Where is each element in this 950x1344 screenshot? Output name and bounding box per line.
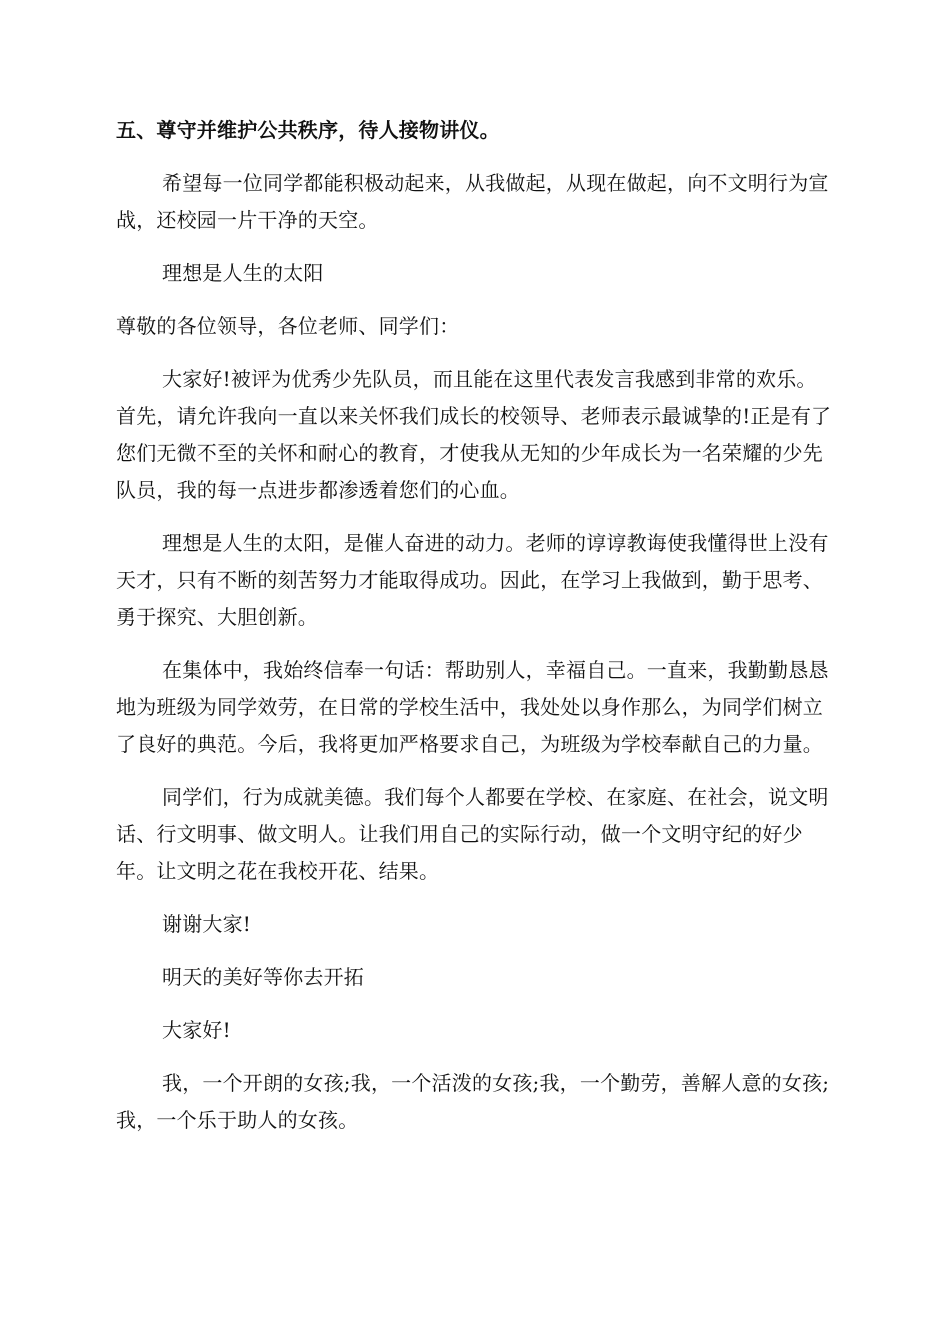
speech-title-1: 理想是人生的太阳 [162, 261, 324, 285]
section-heading: 五、尊守并维护公共秩序，待人接物讲仪。 [116, 118, 500, 142]
paragraph-self-intro: 我，一个开朗的女孩;我，一个活泼的女孩;我，一个勤劳，善解人意的女孩;我，一个乐于助人的女孩。 [116, 1071, 830, 1132]
greeting-2: 大家好! [162, 1018, 231, 1042]
closing-thanks: 谢谢大家! [162, 912, 252, 936]
paragraph-1: 希望每一位同学都能积极动起来，从我做起，从现在做起，向不文明行为宣战，还校园一片干净的天空。 [116, 171, 829, 232]
salutation: 尊敬的各位领导，各位老师、同学们： [116, 314, 460, 338]
paragraph-virtue: 同学们，行为成就美德。我们每个人都要在学校、在家庭、在社会，说文明话、行文明事、做文明人。让我们用自己的实际行动，做一个文明守纪的好少年。让文明之花在我校开花、结果。 [116, 785, 829, 883]
speech-title-2: 明天的美好等你去开拓 [162, 965, 364, 989]
paragraph-collective: 在集体中，我始终信奉一句话：帮助别人，幸福自己。一直来，我勤勤恳恳地为班级为同学效劳，在日常的学校生活中，我处处以身作那么，为同学们树立了良好的典范。今后，我将更加严格要求自己，为班级为学校奉献自己的力量。 [116, 658, 829, 756]
paragraph-ideal: 理想是人生的太阳，是催人奋进的动力。老师的谆谆教诲使我懂得世上没有天才，只有不断的刻苦努力才能取得成功。因此，在学习上我做到，勤于思考、勇于探究、大胆创新。 [116, 531, 829, 629]
document-page [116, 112, 836, 1139]
paragraph-greeting: 大家好!被评为优秀少先队员，而且能在这里代表发言我感到非常的欢乐。首先，请允许我向一直以来关怀我们成长的校领导、老师表示最诚挚的!正是有了您们无微不至的关怀和耐心的教育，才使我从无知的少年成长为一名荣耀的少先队员，我的每一点进步都渗透着您们的心血。 [116, 367, 832, 502]
